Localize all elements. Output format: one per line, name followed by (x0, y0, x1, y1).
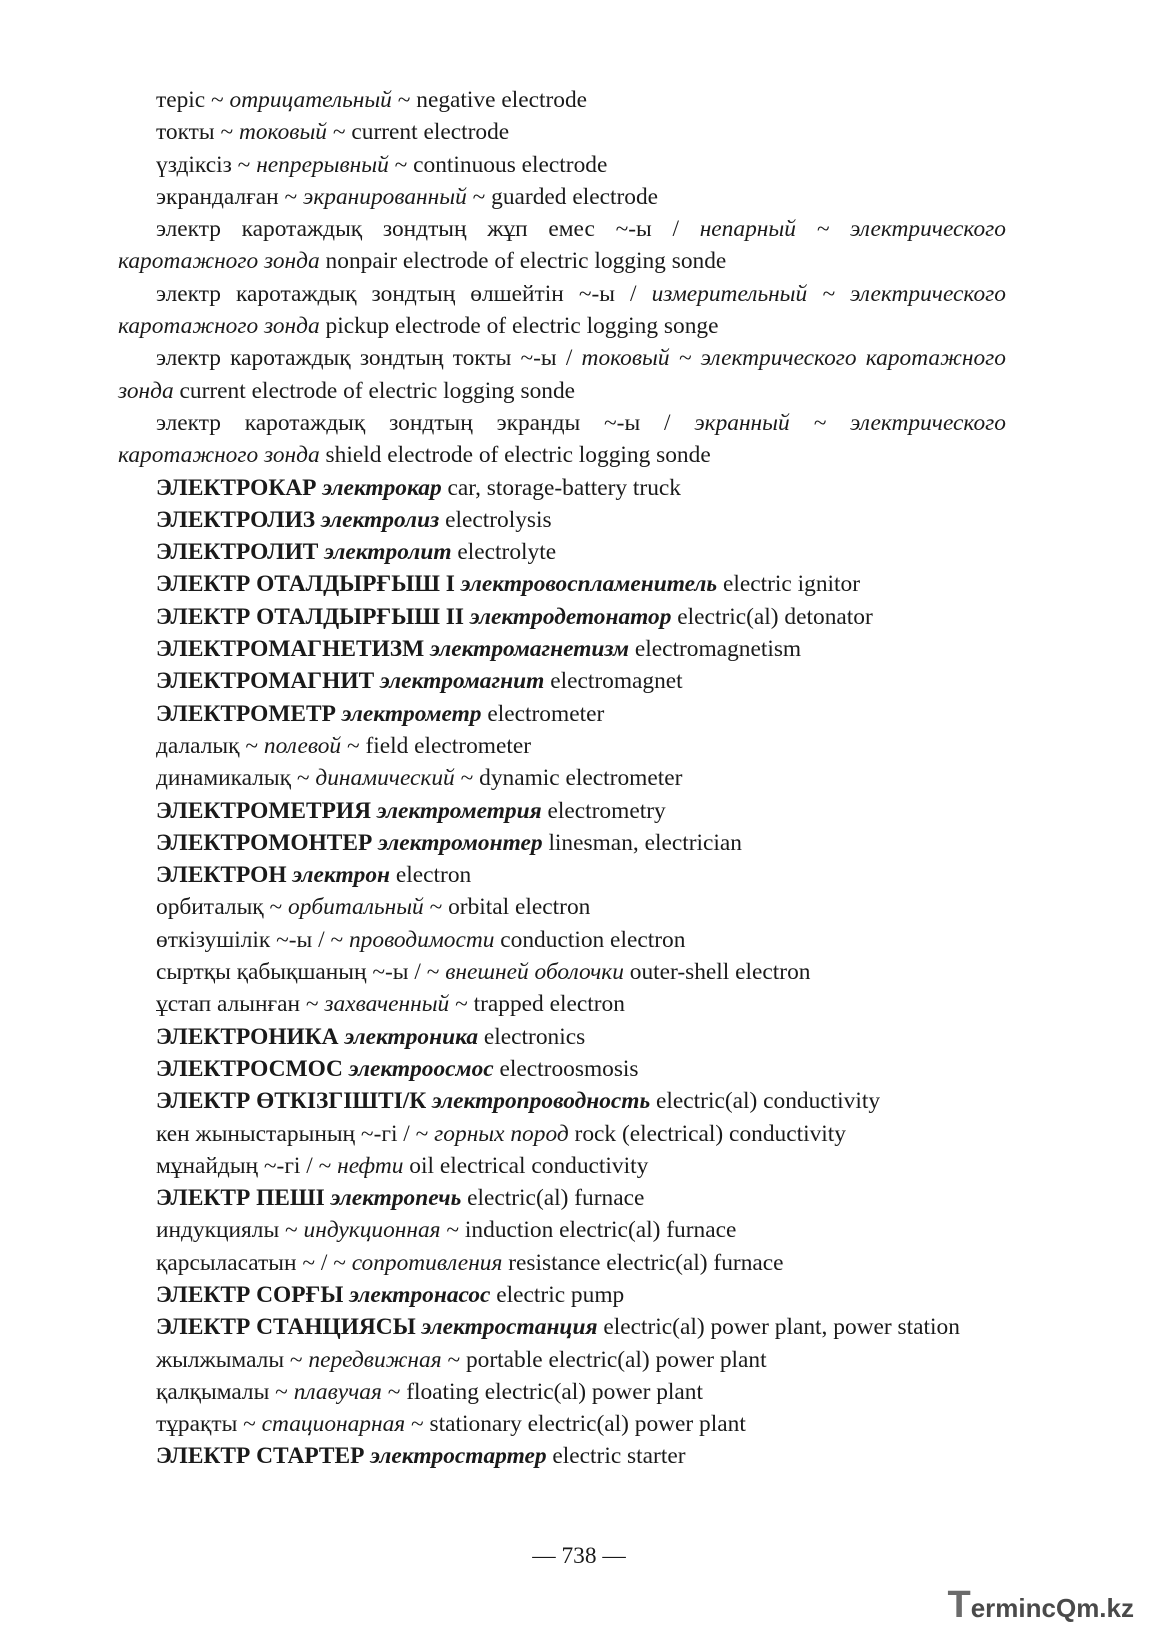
headword-entry (118, 1440, 1006, 1472)
russian-term: непрерывный (256, 151, 389, 178)
english-term: electrometer (487, 700, 605, 727)
english-term: shield electrode of electric logging sonde (325, 442, 711, 469)
kazakh-term: мұнайдың ~-гі / ~ (156, 1152, 332, 1179)
english-term: ~ trapped electron (455, 991, 625, 1018)
entry-line (118, 924, 1006, 956)
russian-headword: электромагнит (380, 668, 545, 695)
entry-line (118, 1118, 1006, 1150)
russian-term: внешней оболочки (445, 959, 624, 986)
russian-headword: электромонтер (378, 829, 543, 856)
russian-term: динамический (315, 765, 455, 792)
entry-line (118, 988, 1006, 1020)
english-term: electronics (483, 1023, 586, 1050)
russian-term: экранный ~ электрического каротажного зонда (118, 409, 1006, 469)
russian-term: стационарная (261, 1411, 406, 1438)
kazakh-term: электр каротаждық зондтың экранды ~-ы / (156, 409, 671, 436)
english-term: current electrode of electric logging sonde (179, 377, 576, 404)
headword-entry (118, 1021, 1006, 1053)
english-term: ~ stationary electric(al) power plant (411, 1411, 746, 1438)
headword-entry (118, 1279, 1006, 1311)
english-term: pickup electrode of electric logging songe (325, 313, 719, 340)
kazakh-headword: ЭЛЕКТРОКАР (156, 474, 317, 501)
russian-term: токовый (238, 119, 327, 146)
headword-entry (118, 698, 1006, 730)
russian-term: токовый ~ электрического каротажного зонда (118, 345, 1006, 404)
english-term: ~ induction electric(al) furnace (446, 1217, 737, 1244)
kazakh-term: орбиталық ~ (156, 894, 283, 921)
kazakh-headword: ЭЛЕКТР ОТАЛДЫРҒЫШ ІІ (156, 603, 465, 630)
kazakh-headword: ЭЛЕКТРОСМОС (156, 1055, 343, 1082)
russian-term: передвижная (308, 1346, 442, 1373)
russian-headword: электровоспламенитель (460, 571, 718, 598)
kazakh-headword: ЭЛЕКТРОМЕТРИЯ (156, 797, 371, 824)
kazakh-headword: ЭЛЕКТРОМАГНИТ (156, 668, 375, 695)
russian-term: горных пород (434, 1120, 569, 1147)
english-term: ~ field electrometer (346, 732, 532, 759)
headword-entry (118, 568, 1006, 600)
headword-entry (118, 1085, 1006, 1117)
headword-entry (118, 1182, 1006, 1214)
kazakh-term: электр каротаждық зондтың өлшейтін ~-ы / (156, 280, 637, 307)
russian-headword: электроосмос (348, 1055, 494, 1082)
english-term: electron (395, 862, 472, 889)
headword-entry (118, 795, 1006, 827)
kazakh-term: кен жыныстарының ~-гі / ~ (156, 1120, 429, 1147)
headword-entry (118, 1053, 1006, 1085)
english-term: electric pump (496, 1281, 625, 1308)
kazakh-term: теріс ~ (156, 87, 224, 113)
english-term: electric(al) detonator (677, 603, 873, 630)
english-term: electromagnetism (634, 636, 802, 663)
english-term: ~ orbital electron (429, 894, 591, 921)
english-term: electric(al) power plant, power station (603, 1314, 960, 1341)
russian-headword: электролиз (321, 506, 440, 533)
entry-line (118, 342, 1006, 407)
terminkom-watermark-logo (947, 1584, 1134, 1627)
kazakh-term: қалқымалы ~ (156, 1378, 288, 1405)
kazakh-headword: ЭЛЕКТРОЛИЗ (156, 506, 316, 533)
watermark-text-part: erminc (970, 1593, 1056, 1623)
russian-term: измерительный ~ электрического каротажного зонда (118, 280, 1006, 340)
russian-term: отрицательный (229, 87, 392, 113)
russian-headword: электроника (344, 1023, 479, 1050)
entry-line (118, 1214, 1006, 1246)
kazakh-term: электр каротаждық зондтың жұп емес ~-ы / (156, 216, 679, 243)
english-term: electric starter (552, 1443, 686, 1470)
headword-entry (118, 536, 1006, 568)
english-term: outer-shell electron (629, 959, 811, 986)
russian-term: проводимости (348, 926, 495, 953)
kazakh-term: динамикалық ~ (156, 765, 310, 792)
entry-line (118, 149, 1006, 181)
kazakh-term: өткізушілік ~-ы / ~ (156, 926, 344, 953)
entry-line (118, 1344, 1006, 1376)
kazakh-term: индукциялы ~ (156, 1217, 298, 1244)
entry-line (118, 1247, 1006, 1279)
kazakh-headword: ЭЛЕКТР ӨТКІЗГІШТІ/К (156, 1088, 427, 1115)
headword-entry (118, 859, 1006, 891)
kazakh-term: жылжымалы ~ (156, 1346, 303, 1373)
english-term: ~ portable electric(al) power plant (447, 1346, 767, 1373)
kazakh-headword: ЭЛЕКТР СОРҒЫ (156, 1281, 344, 1308)
english-term: electrolyte (457, 539, 557, 566)
entry-line (118, 213, 1006, 278)
english-term: nonpair electrode of electric logging sonde (325, 248, 727, 275)
entry-line (118, 1408, 1006, 1440)
kazakh-term: үздіксіз ~ (156, 151, 251, 178)
dictionary-page-text (118, 84, 1006, 1473)
english-term: car, storage-battery truck (447, 474, 681, 501)
kazakh-headword: ЭЛЕКТР ОТАЛДЫРҒЫШ І (156, 571, 455, 598)
english-term: oil electrical conductivity (409, 1152, 649, 1179)
kazakh-term: далалық ~ (156, 732, 259, 759)
entry-line (118, 116, 1006, 148)
watermark-domain-part: m.kz (1076, 1593, 1134, 1623)
entry-line (118, 407, 1006, 472)
kazakh-headword: ЭЛЕКТРОМОНТЕР (156, 829, 373, 856)
russian-term: орбитальный (288, 894, 424, 921)
headword-entry (118, 472, 1006, 504)
entry-line (118, 84, 1006, 116)
page-number: — 738 — (532, 1543, 626, 1569)
english-term: conduction electron (500, 926, 686, 953)
russian-term: индукционная (303, 1217, 441, 1244)
english-term: electrometry (547, 797, 666, 824)
russian-headword: электрон (292, 862, 391, 889)
english-term: electric(al) furnace (467, 1185, 645, 1212)
entry-line (118, 181, 1006, 213)
russian-term: экранированный (303, 183, 467, 210)
russian-headword: электропечь (330, 1185, 462, 1212)
english-term: electric ignitor (722, 571, 861, 598)
russian-headword: электростартер (370, 1443, 547, 1470)
russian-headword: электрометр (341, 700, 482, 727)
kazakh-term: ұстап алынған ~ (156, 991, 319, 1018)
kazakh-headword: ЭЛЕКТР СТАНЦИЯСЫ (156, 1314, 416, 1341)
english-term: ~ floating electric(al) power plant (387, 1378, 703, 1405)
entry-line (118, 1376, 1006, 1408)
kazakh-term: экрандалған ~ (156, 183, 298, 210)
entry-line (118, 1150, 1006, 1182)
english-term: linesman, electrician (548, 829, 742, 856)
russian-term: сопротивления (351, 1249, 503, 1276)
russian-headword: электропроводность (432, 1088, 651, 1115)
russian-headword: электромагнетизм (430, 636, 629, 663)
russian-headword: электрометрия (376, 797, 542, 824)
kazakh-headword: ЭЛЕКТР ПЕШІ (156, 1185, 325, 1212)
headword-entry (118, 601, 1006, 633)
kazakh-headword: ЭЛЕКТРОНИКА (156, 1023, 339, 1050)
kazakh-term: тұрақты ~ (156, 1411, 256, 1438)
headword-entry (118, 827, 1006, 859)
english-term: electroosmosis (499, 1055, 639, 1082)
english-term: ~ dynamic electrometer (460, 765, 683, 792)
kazakh-term: электр каротаждық зондтың токты ~-ы / (156, 345, 573, 372)
kazakh-term: сыртқы қабықшаның ~-ы / ~ (156, 959, 440, 986)
russian-headword: электрокар (322, 474, 442, 501)
russian-term: захваченный (324, 991, 450, 1018)
headword-entry (118, 504, 1006, 536)
kazakh-term: қарсыласатын ~ / ~ (156, 1249, 346, 1276)
russian-headword: электродетонатор (469, 603, 672, 630)
entry-line (118, 891, 1006, 923)
magnifier-icon: Q (1055, 1593, 1077, 1623)
english-term: resistance electric(al) furnace (508, 1249, 784, 1276)
headword-entry (118, 1311, 1006, 1343)
russian-headword: электролит (324, 539, 452, 566)
english-term: ~ current electrode (332, 119, 510, 146)
kazakh-headword: ЭЛЕКТРОЛИТ (156, 539, 319, 566)
russian-term: нефти (337, 1152, 404, 1179)
russian-headword: электронасос (349, 1281, 491, 1308)
entry-line (118, 278, 1006, 343)
kazakh-headword: ЭЛЕКТРОМЕТР (156, 700, 336, 727)
english-term: ~ guarded electrode (472, 183, 659, 210)
english-term: electric(al) conductivity (656, 1088, 881, 1115)
english-term: ~ continuous electrode (394, 151, 608, 178)
russian-headword: электростанция (421, 1314, 598, 1341)
russian-term: непарный ~ электрического каротажного зонда (118, 216, 1006, 275)
english-term: rock (electrical) conductivity (574, 1120, 846, 1147)
kazakh-headword: ЭЛЕКТР СТАРТЕР (156, 1443, 365, 1470)
kazakh-headword: ЭЛЕКТРОН (156, 862, 287, 889)
english-term: ~ negative electrode (397, 87, 588, 113)
headword-entry (118, 633, 1006, 665)
russian-term: плавучая (293, 1378, 382, 1405)
kazakh-headword: ЭЛЕКТРОМАГНЕТИЗМ (156, 636, 425, 663)
russian-term: полевой (263, 732, 342, 759)
english-term: electrolysis (445, 506, 552, 533)
english-term: electromagnet (550, 668, 683, 695)
entry-line (118, 762, 1006, 794)
watermark-t-letter: T (947, 1584, 971, 1626)
kazakh-term: токты ~ (156, 119, 234, 146)
entry-line (118, 956, 1006, 988)
entry-line (118, 730, 1006, 762)
headword-entry (118, 665, 1006, 697)
